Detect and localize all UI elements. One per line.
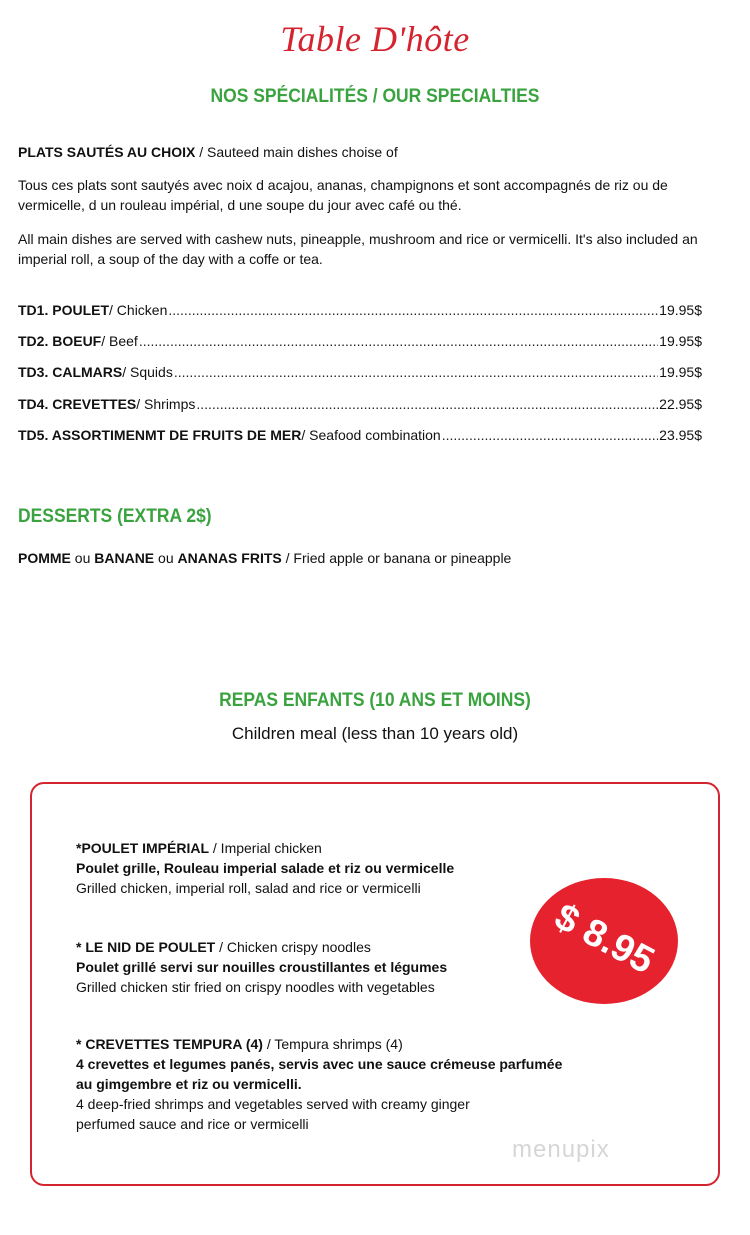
- dessert-or: ou: [154, 550, 178, 566]
- kids-item: [76, 937, 596, 997]
- kids-item-name-en: / Chicken crispy noodles: [215, 939, 371, 955]
- dot-leader: [442, 427, 658, 443]
- intro-french: Tous ces plats sont sautyés avec noix d acajou, ananas, champignons et sont accompagnés de riz ou de vermicelle, d un rouleau impérial, d une soupe du jour avec café ou thé.: [18, 177, 668, 213]
- menu-item: [18, 396, 702, 412]
- page-title: Table D'hôte: [280, 19, 470, 59]
- menu-item-price: 23.95$: [659, 427, 702, 443]
- dot-leader: [196, 396, 658, 412]
- dot-leader: [139, 333, 658, 349]
- menu-item-code: TD3. CALMARS: [18, 364, 123, 380]
- menu-item: [18, 302, 702, 318]
- kids-item: [76, 838, 596, 898]
- kids-item-english: Grilled chicken, imperial roll, salad and rice or vermicelli: [76, 880, 421, 896]
- menu-item: [18, 364, 702, 380]
- menu-item-name: / Beef: [101, 333, 138, 349]
- menu-item-code: TD2. BOEUF: [18, 333, 102, 349]
- menu-item-name: / Chicken: [109, 302, 168, 318]
- menu-item-price: 19.95$: [659, 333, 702, 349]
- dessert-apple: POMME: [18, 550, 71, 566]
- kids-item-name: *POULET IMPÉRIAL: [76, 840, 210, 856]
- dessert-banana: BANANE: [94, 550, 155, 566]
- kids-heading: REPAS ENFANTS (10 ANS ET MOINS): [219, 690, 531, 711]
- kids-item-name: * CREVETTES TEMPURA (4): [76, 1036, 263, 1052]
- desserts-heading: DESSERTS (EXTRA 2$): [18, 506, 212, 527]
- menu-item-code: TD4. CREVETTES: [18, 396, 137, 412]
- kids-item-name: * LE NID DE POULET: [76, 939, 216, 955]
- specialties-heading: NOS SPÉCIALITÉS / OUR SPECIALTIES: [210, 86, 540, 107]
- kids-item-name-en: / Imperial chicken: [209, 840, 322, 856]
- dot-leader: [168, 302, 658, 318]
- menu-item-name: / Seafood combination: [301, 427, 441, 443]
- kids-item: [76, 1034, 576, 1134]
- kids-item-name-en: / Tempura shrimps (4): [262, 1036, 403, 1052]
- price-badge: [530, 878, 678, 1004]
- dessert-description: / Fried apple or banana or pineapple: [281, 550, 512, 566]
- kids-item-french: Poulet grillé servi sur nouilles croustillantes et légumes: [76, 959, 448, 975]
- intro-label-bold: PLATS SAUTÉS AU CHOIX: [18, 144, 196, 160]
- price-badge-text: $ 8.95: [547, 895, 661, 983]
- kids-item-french: Poulet grille, Rouleau imperial salade et riz ou vermicelle: [76, 860, 455, 876]
- menu-item: [18, 333, 702, 349]
- dot-leader: [174, 364, 658, 380]
- intro-label-rest: / Sauteed main dishes choise of: [195, 144, 398, 160]
- menu-item-code: TD5. ASSORTIMENMT DE FRUITS DE MER: [18, 427, 302, 443]
- dessert-or: ou: [70, 550, 95, 566]
- menu-item-price: 22.95$: [659, 396, 702, 412]
- menu-item-code: TD1. POULET: [18, 302, 110, 318]
- desserts-line: [18, 548, 718, 568]
- watermark: menupix: [512, 1136, 610, 1163]
- menu-item: [18, 427, 702, 443]
- menu-item-price: 19.95$: [659, 302, 702, 318]
- menu-item-name: / Squids: [122, 364, 173, 380]
- kids-item-french: 4 crevettes et legumes panés, servis avec une sauce crémeuse parfumée au gimgembre et riz ou vermicelli.: [76, 1056, 563, 1092]
- kids-item-english: 4 deep-fried shrimps and vegetables served with creamy ginger perfumed sauce and rice or vermicelli: [76, 1096, 470, 1132]
- dessert-pineapple: ANANAS FRITS: [177, 550, 282, 566]
- menu-item-name: / Shrimps: [136, 396, 196, 412]
- intro-english: All main dishes are served with cashew nuts, pineapple, mushroom and rice or vermicelli. It's also included an imperial roll, a soup of the day with a coffe or tea.: [18, 231, 698, 267]
- menu-item-price: 19.95$: [659, 364, 702, 380]
- intro-label: [18, 142, 718, 162]
- kids-item-english: Grilled chicken stir fried on crispy noodles with vegetables: [76, 979, 435, 995]
- kids-subheading: Children meal (less than 10 years old): [231, 724, 519, 743]
